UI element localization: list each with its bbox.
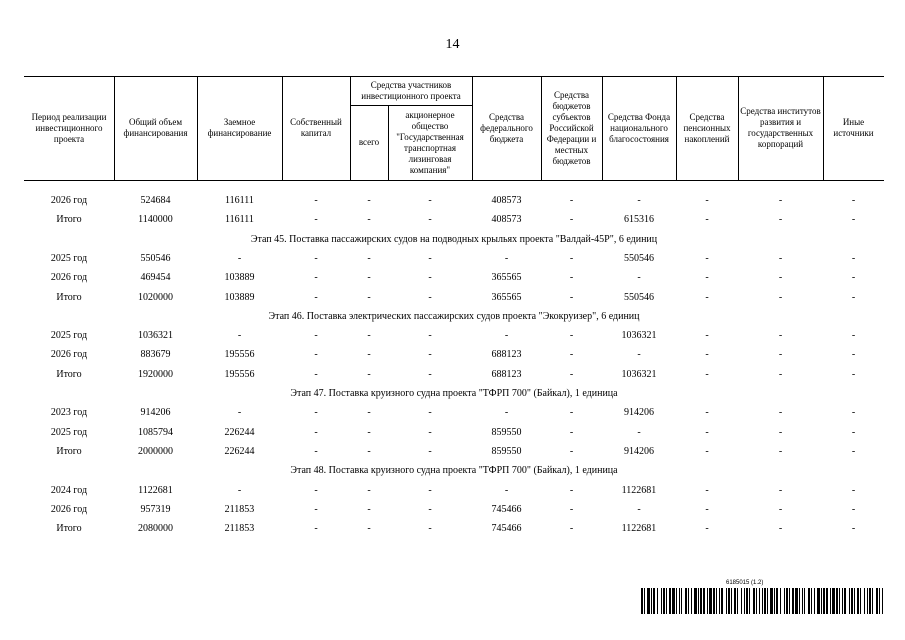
- barcode-bar: [721, 588, 723, 614]
- barcode-bar: [756, 588, 757, 614]
- cell-federal: 745466: [491, 523, 522, 534]
- cell-gtlk: -: [428, 523, 432, 534]
- cell-gtlk: -: [428, 427, 432, 438]
- cell-federal: 859550: [491, 446, 522, 457]
- table-row: [24, 326, 884, 345]
- barcode-bar: [792, 588, 794, 614]
- barcode-bar: [802, 588, 803, 614]
- cell-institutes: -: [778, 349, 783, 360]
- cell-institutes: -: [778, 253, 783, 264]
- barcode-bar: [753, 588, 755, 614]
- barcode-bar: [716, 588, 717, 614]
- cell-other: -: [851, 214, 856, 225]
- cell-all: -: [367, 330, 371, 341]
- cell-loan: 195556: [224, 349, 255, 360]
- cell-total: 914206: [140, 407, 171, 418]
- header-participants-all: всего: [358, 137, 380, 147]
- cell-own: -: [314, 330, 318, 341]
- cell-nwf: 914206: [624, 446, 654, 457]
- cell-own: -: [314, 292, 318, 303]
- barcode-bar: [867, 588, 868, 614]
- stage-title: Этап 46. Поставка электрических пассажирских судов проекта "Экокруизер", 6 единиц: [268, 311, 640, 322]
- cell-own: -: [314, 349, 318, 360]
- stage-title: Этап 48. Поставка круизного судна проекта "ТФРП 700" (Байкал), 1 единица: [290, 465, 618, 476]
- cell-regional: -: [569, 369, 574, 380]
- barcode-bar: [804, 588, 805, 614]
- table-row: [24, 249, 884, 268]
- cell-other: -: [851, 427, 856, 438]
- table-row: [24, 191, 884, 210]
- cell-gtlk: -: [428, 214, 432, 225]
- barcode-bar: [734, 588, 736, 614]
- barcode-bar: [876, 588, 878, 614]
- cell-regional: -: [569, 253, 574, 264]
- barcode-bar: [651, 588, 652, 614]
- barcode-bar: [744, 588, 745, 614]
- cell-pension: -: [705, 504, 709, 515]
- barcode-bar: [759, 588, 760, 614]
- cell-nwf: -: [637, 349, 641, 360]
- barcode-bar: [860, 588, 861, 614]
- cell-all: -: [367, 292, 371, 303]
- barcode-bar: [776, 588, 778, 614]
- cell-gtlk: -: [428, 446, 432, 457]
- cell-all: -: [367, 523, 371, 534]
- cell-total: 1036321: [138, 330, 173, 341]
- barcode-bar: [817, 588, 820, 614]
- barcode-bar: [698, 588, 699, 614]
- barcode-bar: [808, 588, 810, 614]
- barcode-bar: [749, 588, 750, 614]
- cell-other: -: [851, 523, 856, 534]
- cell-other: -: [851, 446, 856, 457]
- barcode-bar: [641, 588, 643, 614]
- cell-loan: -: [237, 330, 242, 341]
- cell-period: 2023 год: [50, 407, 88, 418]
- cell-institutes: -: [778, 485, 783, 496]
- cell-other: -: [851, 272, 856, 283]
- barcode-bar: [882, 588, 883, 614]
- barcode-bar: [799, 588, 800, 614]
- cell-institutes: -: [778, 214, 783, 225]
- barcode-bar: [663, 588, 665, 614]
- barcode-bar: [879, 588, 880, 614]
- cell-pension: -: [705, 292, 709, 303]
- table-row: [24, 442, 884, 461]
- cell-period: 2026 год: [50, 504, 88, 515]
- stage-title: Этап 47. Поставка круизного судна проекта "ТФРП 700" (Байкал), 1 единица: [290, 388, 618, 399]
- cell-pension: -: [705, 427, 709, 438]
- cell-regional: -: [569, 485, 574, 496]
- cell-loan: 211853: [224, 504, 255, 515]
- cell-gtlk: -: [428, 292, 432, 303]
- cell-federal: 408573: [491, 195, 522, 206]
- cell-institutes: -: [778, 369, 783, 380]
- barcode: [641, 588, 883, 614]
- table-row: [24, 365, 884, 384]
- cell-loan: 103889: [224, 292, 255, 303]
- cell-loan: -: [237, 253, 242, 264]
- cell-total: 883679: [140, 349, 171, 360]
- cell-other: -: [851, 349, 856, 360]
- barcode-bar: [657, 588, 658, 614]
- cell-gtlk: -: [428, 272, 432, 283]
- cell-institutes: -: [778, 195, 783, 206]
- cell-federal: 859550: [491, 427, 522, 438]
- barcode-bar: [688, 588, 689, 614]
- barcode-bar: [767, 588, 768, 614]
- barcode-bar: [795, 588, 798, 614]
- cell-institutes: -: [778, 407, 783, 418]
- cell-pension: -: [705, 214, 709, 225]
- barcode-bar: [830, 588, 831, 614]
- table-row: [24, 268, 884, 287]
- cell-gtlk: -: [428, 330, 432, 341]
- cell-other: -: [851, 253, 856, 264]
- cell-total: 2000000: [138, 446, 173, 457]
- cell-period: Итого: [56, 369, 82, 380]
- barcode-bar: [864, 588, 865, 614]
- cell-gtlk: -: [428, 485, 432, 496]
- cell-period: 2026 год: [50, 349, 88, 360]
- cell-regional: -: [569, 349, 574, 360]
- barcode-bar: [814, 588, 815, 614]
- cell-period: 2025 год: [50, 253, 88, 264]
- cell-pension: -: [705, 253, 709, 264]
- cell-own: -: [314, 195, 318, 206]
- cell-all: -: [367, 195, 371, 206]
- cell-own: -: [314, 523, 318, 534]
- cell-regional: -: [569, 272, 574, 283]
- document-stamp: 6185015 (1.2): [726, 580, 764, 586]
- header-nwf: Средства Фонда национального благосостояния: [607, 111, 671, 144]
- cell-own: -: [314, 427, 318, 438]
- barcode-bar: [694, 588, 697, 614]
- cell-period: 2026 год: [50, 272, 88, 283]
- cell-gtlk: -: [428, 369, 432, 380]
- cell-loan: 226244: [224, 427, 255, 438]
- barcode-bar: [823, 588, 825, 614]
- barcode-bar: [851, 588, 853, 614]
- cell-all: -: [367, 272, 371, 283]
- cell-institutes: -: [778, 446, 783, 457]
- cell-institutes: -: [778, 272, 783, 283]
- cell-own: -: [314, 485, 318, 496]
- cell-regional: -: [569, 427, 574, 438]
- barcode-bar: [762, 588, 763, 614]
- barcode-bar: [857, 588, 859, 614]
- cell-total: 1140000: [138, 214, 173, 225]
- cell-loan: 103889: [224, 272, 255, 283]
- header-federal-budget: Средства федерального бюджета: [480, 111, 533, 144]
- cell-pension: -: [705, 195, 709, 206]
- header-pension: Средства пенсионных накоплений: [683, 111, 731, 144]
- cell-period: 2025 год: [50, 330, 88, 341]
- barcode-bar: [774, 588, 775, 614]
- cell-federal: 688123: [491, 349, 522, 360]
- cell-period: 2025 год: [50, 427, 88, 438]
- barcode-bar: [728, 588, 730, 614]
- barcode-bar: [679, 588, 680, 614]
- barcode-bar: [780, 588, 781, 614]
- cell-institutes: -: [778, 427, 783, 438]
- cell-loan: 226244: [224, 446, 255, 457]
- header-regional-budgets: Средства бюджетов субъектов Российской Федерации и местных бюджетов: [546, 89, 597, 166]
- header-other: Иные источники: [833, 117, 874, 138]
- barcode-bar: [849, 588, 850, 614]
- cell-federal: 408573: [491, 214, 522, 225]
- barcode-bar: [836, 588, 838, 614]
- table-row: [24, 345, 884, 364]
- barcode-bar: [700, 588, 702, 614]
- barcode-bar: [746, 588, 748, 614]
- barcode-bar: [661, 588, 662, 614]
- cell-regional: -: [569, 292, 574, 303]
- barcode-bar: [726, 588, 727, 614]
- barcode-bar: [821, 588, 822, 614]
- table-row: [24, 519, 884, 538]
- cell-institutes: -: [778, 292, 783, 303]
- barcode-bar: [653, 588, 655, 614]
- page-number: 14: [445, 37, 460, 52]
- barcode-bar: [826, 588, 828, 614]
- cell-gtlk: -: [428, 349, 432, 360]
- cell-all: -: [367, 504, 371, 515]
- barcode-bar: [741, 588, 742, 614]
- cell-all: -: [367, 407, 371, 418]
- cell-nwf: 914206: [624, 407, 654, 418]
- barcode-bar: [869, 588, 871, 614]
- barcode-bar: [731, 588, 732, 614]
- barcode-bar: [764, 588, 766, 614]
- cell-other: -: [851, 195, 856, 206]
- barcode-bar: [786, 588, 788, 614]
- cell-total: 1122681: [138, 485, 173, 496]
- header-institutes: Средства институтов развития и государственных корпораций: [740, 106, 821, 149]
- cell-other: -: [851, 369, 856, 380]
- cell-other: -: [851, 407, 856, 418]
- header-total: Общий объем финансирования: [123, 117, 188, 138]
- cell-federal: 365565: [491, 272, 522, 283]
- cell-nwf: -: [637, 272, 641, 283]
- cell-total: 550546: [140, 253, 171, 264]
- cell-nwf: 1122681: [621, 485, 657, 496]
- barcode-bar: [844, 588, 846, 614]
- cell-regional: -: [569, 407, 574, 418]
- cell-own: -: [314, 446, 318, 457]
- table-header-bottom-rule: [24, 180, 884, 181]
- cell-other: -: [851, 485, 856, 496]
- barcode-bar: [676, 588, 677, 614]
- cell-federal: 365565: [491, 292, 522, 303]
- cell-nwf: -: [637, 195, 641, 206]
- barcode-bar: [691, 588, 692, 614]
- table-row: [24, 500, 884, 519]
- barcode-bar: [854, 588, 855, 614]
- cell-period: Итого: [56, 292, 82, 303]
- cell-nwf: 1122681: [621, 523, 657, 534]
- barcode-bar: [644, 588, 645, 614]
- cell-pension: -: [705, 272, 709, 283]
- barcode-bar: [784, 588, 785, 614]
- barcode-bar: [737, 588, 738, 614]
- cell-total: 1085794: [138, 427, 173, 438]
- cell-all: -: [367, 485, 371, 496]
- cell-nwf: 550546: [624, 253, 654, 264]
- cell-own: -: [314, 272, 318, 283]
- table-row: [24, 481, 884, 500]
- cell-regional: -: [569, 214, 574, 225]
- barcode-bar: [666, 588, 667, 614]
- cell-institutes: -: [778, 504, 783, 515]
- cell-federal: 745466: [491, 504, 522, 515]
- cell-institutes: -: [778, 523, 783, 534]
- cell-period: Итого: [56, 214, 82, 225]
- header-period: Период реализации инвестиционного проекта: [31, 111, 107, 144]
- barcode-bar: [811, 588, 812, 614]
- cell-other: -: [851, 330, 856, 341]
- cell-own: -: [314, 407, 318, 418]
- cell-loan: 211853: [224, 523, 255, 534]
- barcode-bar: [839, 588, 840, 614]
- barcode-bar: [681, 588, 682, 614]
- cell-period: 2024 год: [50, 485, 88, 496]
- cell-own: -: [314, 369, 318, 380]
- barcode-bar: [770, 588, 773, 614]
- cell-regional: -: [569, 446, 574, 457]
- cell-gtlk: -: [428, 195, 432, 206]
- cell-all: -: [367, 214, 371, 225]
- barcode-bar: [789, 588, 790, 614]
- cell-federal: -: [504, 485, 509, 496]
- barcode-bar: [842, 588, 843, 614]
- cell-loan: -: [237, 485, 242, 496]
- cell-federal: -: [504, 253, 509, 264]
- cell-pension: -: [705, 523, 709, 534]
- cell-nwf: -: [637, 427, 641, 438]
- barcode-bar: [832, 588, 835, 614]
- cell-total: 469454: [140, 272, 171, 283]
- header-participants-gtlk: акционерное общество "Государственная транспортная лизинговая компания": [396, 109, 464, 175]
- cell-period: Итого: [56, 446, 82, 457]
- cell-nwf: 1036321: [621, 369, 657, 380]
- cell-gtlk: -: [428, 504, 432, 515]
- barcode-bar: [709, 588, 712, 614]
- cell-loan: -: [237, 407, 242, 418]
- cell-loan: 116111: [225, 195, 254, 206]
- cell-regional: -: [569, 523, 574, 534]
- cell-all: -: [367, 253, 371, 264]
- cell-period: 2026 год: [50, 195, 88, 206]
- cell-gtlk: -: [428, 253, 432, 264]
- barcode-bar: [707, 588, 708, 614]
- cell-loan: 195556: [224, 369, 255, 380]
- cell-own: -: [314, 214, 318, 225]
- stage-title: Этап 45. Поставка пассажирских судов на подводных крыльях проекта "Валдай-45Р", 6 единиц: [250, 234, 658, 245]
- cell-loan: 116111: [225, 214, 254, 225]
- cell-total: 524684: [140, 195, 171, 206]
- cell-all: -: [367, 369, 371, 380]
- cell-regional: -: [569, 330, 574, 341]
- cell-institutes: -: [778, 330, 783, 341]
- cell-federal: -: [504, 407, 509, 418]
- cell-regional: -: [569, 195, 574, 206]
- table-row: [24, 403, 884, 422]
- barcode-bar: [647, 588, 650, 614]
- cell-total: 957319: [140, 504, 171, 515]
- header-loan: Заемное финансирование: [207, 117, 272, 138]
- cell-nwf: -: [637, 504, 641, 515]
- table-row: [24, 210, 884, 229]
- cell-nwf: 615316: [624, 214, 654, 225]
- barcode-bar: [872, 588, 873, 614]
- header-own-capital: Собственный капитал: [290, 117, 342, 138]
- cell-pension: -: [705, 369, 709, 380]
- cell-federal: 688123: [491, 369, 522, 380]
- barcode-bar: [719, 588, 720, 614]
- cell-federal: -: [504, 330, 509, 341]
- cell-gtlk: -: [428, 407, 432, 418]
- cell-total: 1020000: [138, 292, 173, 303]
- barcode-bar: [703, 588, 705, 614]
- cell-regional: -: [569, 504, 574, 515]
- cell-pension: -: [705, 330, 709, 341]
- cell-pension: -: [705, 485, 709, 496]
- barcode-bar: [669, 588, 671, 614]
- table-row: [24, 423, 884, 442]
- cell-other: -: [851, 292, 856, 303]
- cell-total: 1920000: [138, 369, 173, 380]
- cell-pension: -: [705, 349, 709, 360]
- cell-all: -: [367, 427, 371, 438]
- table-row: [24, 288, 884, 307]
- barcode-bar: [685, 588, 687, 614]
- cell-pension: -: [705, 407, 709, 418]
- header-participants-group: Средства участников инвестиционного проекта: [361, 79, 461, 101]
- barcode-bar: [713, 588, 715, 614]
- cell-own: -: [314, 253, 318, 264]
- cell-pension: -: [705, 446, 709, 457]
- cell-period: Итого: [56, 523, 82, 534]
- cell-all: -: [367, 349, 371, 360]
- cell-other: -: [851, 504, 856, 515]
- cell-nwf: 550546: [624, 292, 654, 303]
- cell-total: 2080000: [138, 523, 173, 534]
- cell-own: -: [314, 504, 318, 515]
- cell-nwf: 1036321: [621, 330, 657, 341]
- barcode-bar: [672, 588, 675, 614]
- cell-all: -: [367, 446, 371, 457]
